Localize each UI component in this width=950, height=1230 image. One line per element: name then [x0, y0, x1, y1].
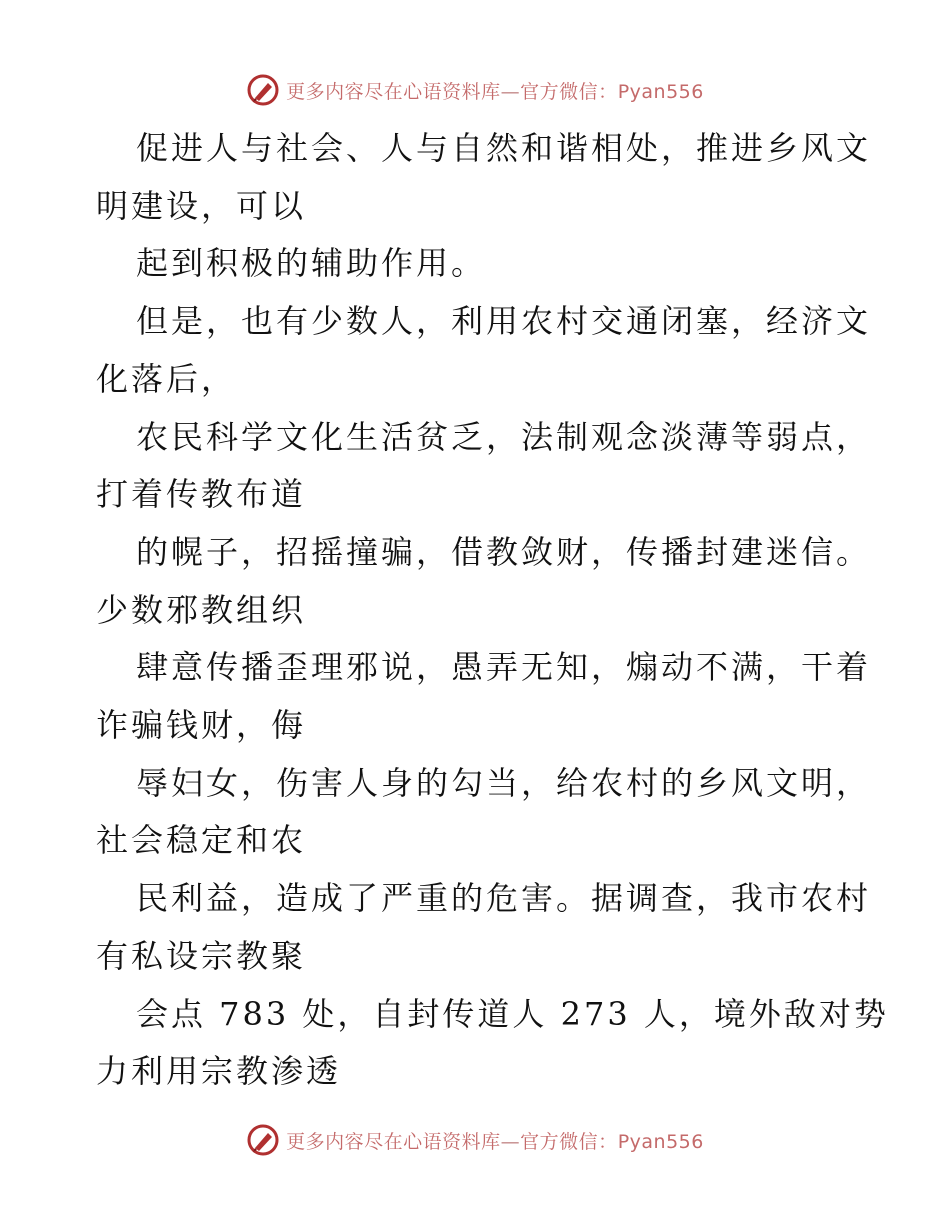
- text-line: 的幌子，招摇撞骗，借教敛财，传播封建迷信。: [136, 532, 872, 571]
- text-line: 肆意传播歪理邪说，愚弄无知，煽动不满，干着: [136, 648, 872, 687]
- header-watermark: [0, 70, 950, 110]
- text-line: 辱妇女，伤害人身的勾当，给农村的乡风文明，: [136, 763, 872, 802]
- header-separator: —: [500, 80, 521, 103]
- text-line: 打着传教布道: [96, 475, 307, 514]
- text-line: 化落后，: [96, 359, 237, 398]
- document-body: [96, 120, 889, 1101]
- text-line: 少数邪教组织: [96, 590, 307, 629]
- text-line: 农民科学文化生活贫乏，法制观念淡薄等弱点，: [136, 417, 872, 456]
- text-line: 明建设，可以: [96, 186, 307, 225]
- pen-logo-icon: [246, 73, 280, 107]
- text-line: 促进人与社会、人与自然和谐相处，推进乡风文: [136, 129, 872, 167]
- text-line: 有私设宗教聚: [96, 936, 307, 975]
- text-line: 会点 783 处，自封传道人 273 人，境外敌对势: [136, 994, 889, 1033]
- header-watermark-text: [286, 77, 704, 104]
- footer-watermark-text: [286, 1127, 704, 1154]
- footer-wechat-id: Pyan556: [617, 1130, 704, 1153]
- footer-site-name: 更多内容尽在心语资料库: [286, 1130, 501, 1153]
- text-line: 诈骗钱财，侮: [96, 706, 307, 745]
- text-line: 社会稳定和农: [96, 821, 307, 860]
- pen-logo-icon: [246, 1123, 280, 1157]
- text-line: 起到积极的辅助作用。: [136, 244, 487, 283]
- header-site-name: 更多内容尽在心语资料库: [286, 80, 501, 103]
- text-line: 但是，也有少数人，利用农村交通闭塞，经济文: [136, 302, 872, 341]
- header-wechat-id: Pyan556: [617, 80, 704, 103]
- footer-watermark: [0, 1120, 950, 1160]
- text-line: 力利用宗教渗透: [96, 1052, 342, 1091]
- text-line: 民利益，造成了严重的危害。据调查，我市农村: [136, 879, 872, 918]
- header-wechat-label: 官方微信：: [520, 80, 618, 103]
- footer-separator: —: [500, 1130, 521, 1153]
- footer-wechat-label: 官方微信：: [520, 1130, 618, 1153]
